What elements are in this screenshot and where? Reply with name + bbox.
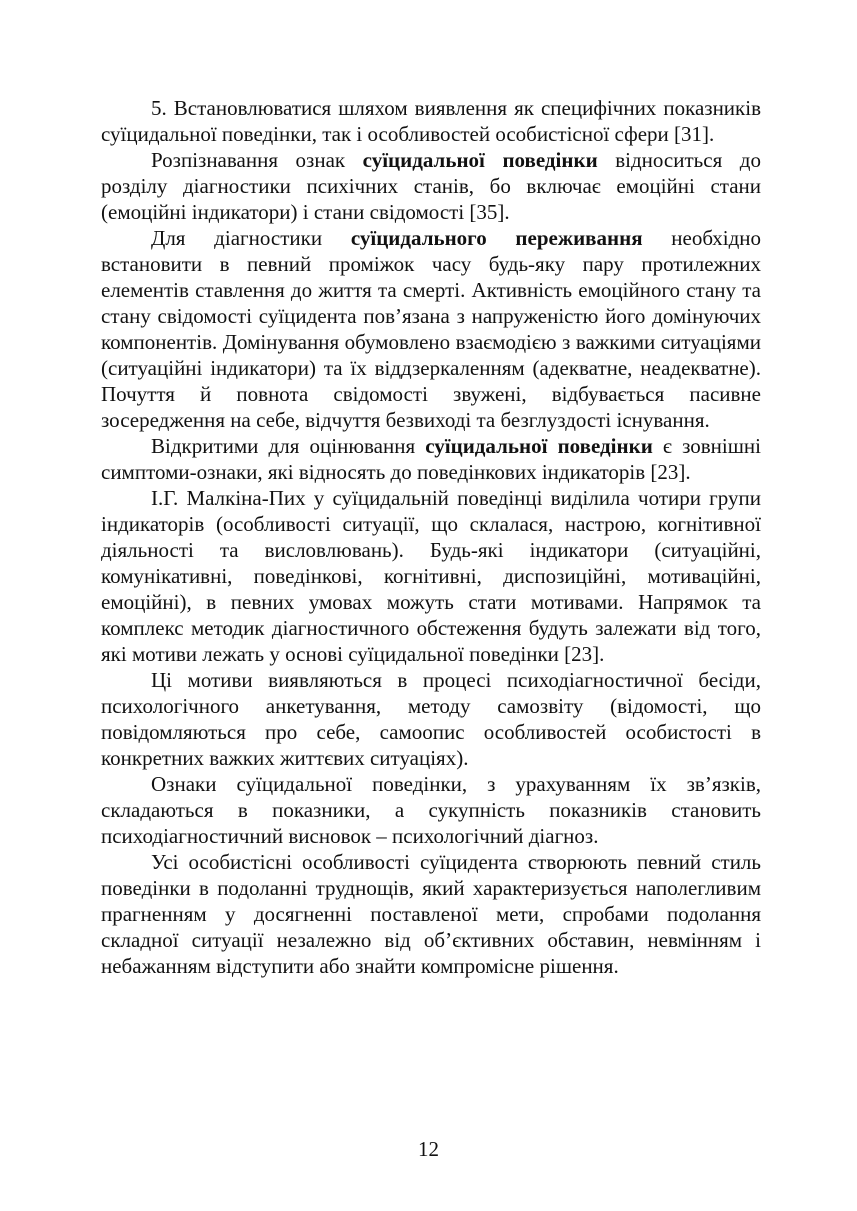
- paragraph-text: відноситься до розділу діагностики психічних станів, бо включає емоційні стани (емоційні індикатори) і стани свідомості [35].: [101, 148, 761, 224]
- paragraph-1: [101, 95, 761, 147]
- paragraph-8: [101, 849, 761, 979]
- paragraph-5: [101, 485, 761, 667]
- paragraph-text: Ознаки суїцидальної поведінки, з урахуванням їх зв’язків, складаються в показники, а сукупність показників становить психодіагностичний висновок – психологічний діагноз.: [101, 772, 761, 848]
- bold-term: суїцидального переживання: [350, 226, 643, 250]
- paragraph-6: [101, 667, 761, 771]
- paragraph-text: Розпізнавання ознак: [151, 148, 363, 172]
- paragraph-text: необхідно встановити в певний проміжок часу будь-яку пару протилежних елементів ставлення до життя та смерті. Активність емоційного стану та стану свідомості суїцидента пов’язана з напруженістю його домінуючих компонентів. Домінування обумовлено взаємодією з важкими ситуаціями (ситуаційні індикатори) та їх віддзеркаленням (адекватне, неадекватне). Почуття й повнота свідомості звужені, відбувається пасивне зосередження на себе, відчуття безвиході та безглуздості існування.: [101, 226, 762, 432]
- paragraph-text: Усі особистісні особливості суїцидента створюють певний стиль поведінки в подоланні труднощів, який характеризується наполегливим прагненням у досягненні поставленої мети, спробами подолання складної ситуації незалежно від об’єктивних обставин, невмінням і небажанням відступити або знайти компромісне рішення.: [101, 850, 761, 978]
- document-body: [101, 95, 761, 979]
- paragraph-text: Відкритими для оцінювання: [151, 434, 426, 458]
- paragraph-4: [101, 433, 761, 485]
- bold-term: суїцидальної поведінки: [362, 148, 598, 172]
- paragraph-text: І.Г. Малкіна-Пих у суїцидальній поведінці виділила чотири групи індикаторів (особливості ситуації, що склалася, настрою, когнітивної діяльності та висловлювань). Будь-які індикатори (ситуаційні, комунікативні, поведінкові, когнітивні, диспозиційні, мотиваційні, емоційні), в певних умовах можуть стати мотивами. Напрямок та комплекс методик діагностичного обстеження будуть залежати від того, які мотиви лежать у основі суїцидальної поведінки [23].: [101, 486, 761, 666]
- paragraph-3: [101, 225, 761, 433]
- paragraph-text: Ці мотиви виявляються в процесі психодіагностичної бесіди, психологічного анкетування, методу самозвіту (відомості, що повідомляються про себе, самоопис особливостей особистості в конкретних важких життєвих ситуаціях).: [101, 668, 761, 770]
- paragraph-text: є зовнішні симптоми-ознаки, які відносять до поведінкових індикаторів [23].: [101, 434, 761, 484]
- page-number: 12: [418, 1137, 439, 1161]
- paragraph-text: Для діагностики: [151, 226, 351, 250]
- paragraph-2: [101, 147, 761, 225]
- bold-term: суїцидальної поведінки: [425, 434, 653, 458]
- paragraph-text: 5. Встановлюватися шляхом виявлення як специфічних показників суїцидальної поведінки, так і особливостей особистісної сфери [31].: [101, 96, 761, 146]
- paragraph-7: [101, 771, 761, 849]
